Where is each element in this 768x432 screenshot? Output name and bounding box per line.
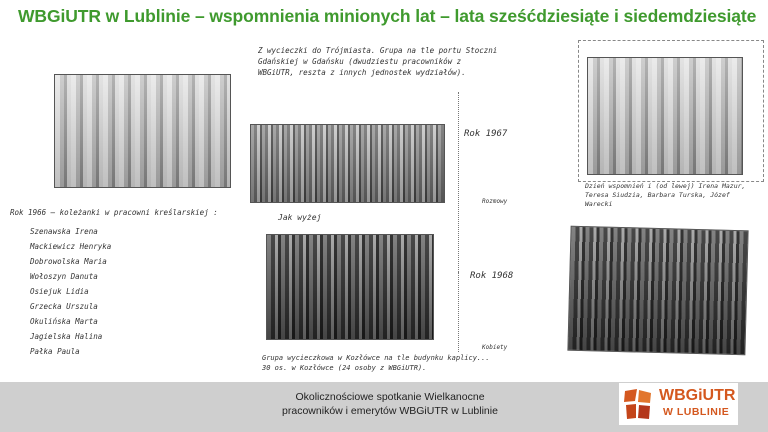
list-item: Mackiewicz Henryka bbox=[30, 242, 112, 251]
list-item: Szenawska Irena bbox=[30, 227, 98, 236]
photo-group-1967 bbox=[250, 124, 445, 203]
list-item: Pałka Paula bbox=[30, 347, 80, 356]
caption-jak-wyzej: Jak wyżej bbox=[278, 213, 322, 222]
list-item: Jagielska Halina bbox=[30, 332, 103, 341]
logo-text: WBGiUTR bbox=[659, 387, 736, 404]
album-divider-lower bbox=[458, 272, 459, 352]
page-title: WBGiUTR w Lublinie – wspomnienia minionych lat – lata sześćdziesiąte i siedemdziesiąte bbox=[18, 6, 757, 26]
wbgiutr-logo bbox=[619, 383, 738, 425]
photo-four-people bbox=[587, 57, 743, 175]
list-item: Osiejuk Lidia bbox=[30, 287, 89, 296]
caption-marker-b: Kobiety bbox=[482, 344, 508, 351]
list-item: Dobrowolska Maria bbox=[30, 257, 107, 266]
list-item: Okulińska Marta bbox=[30, 317, 98, 326]
caption-trip-top: Z wycieczki do Trójmiasta. Grupa na tle portu Stoczni Gdańskiej w Gdańsku (dwudziestu pracowników z WBGiUTR, reszta z innych jednostek wydziałów). bbox=[258, 46, 498, 77]
list-item: Wołoszyn Danuta bbox=[30, 272, 98, 281]
logo-mark-icon bbox=[623, 387, 653, 421]
list-item: Grzecka Urszula bbox=[30, 302, 98, 311]
photo-men-seated bbox=[567, 226, 748, 356]
caption-marker-a: Rozmowy bbox=[482, 198, 508, 205]
album-divider bbox=[458, 92, 459, 282]
caption-right-top: Dzień wspomnień i (od lewej) Irena Mazur, Teresa Siudzia, Barbara Turska, Józef Warecki bbox=[585, 182, 746, 208]
footer-line-1: Okolicznościowe spotkanie Wielkanocne bbox=[295, 391, 485, 403]
caption-rok-1968: Rok 1968 bbox=[470, 271, 514, 281]
footer-line-2: pracowników i emerytów WBGiUTR w Lublinie bbox=[282, 405, 498, 417]
caption-rok-1967: Rok 1967 bbox=[464, 129, 508, 139]
caption-trip-bottom: Grupa wycieczkowa w Kozłówce na tle budynku kaplicy... 30 os. w Kozłówce (24 osoby z WBGiUTR). bbox=[262, 354, 490, 372]
photo-drafting-office bbox=[54, 74, 231, 188]
footer-text bbox=[240, 390, 540, 418]
logo-subtext: W LUBLINIE bbox=[663, 406, 730, 418]
photo-group-1968 bbox=[266, 234, 434, 340]
names-list bbox=[30, 224, 210, 359]
caption-office-1966: Rok 1966 – koleżanki w pracowni kreślarskiej : bbox=[10, 208, 218, 217]
